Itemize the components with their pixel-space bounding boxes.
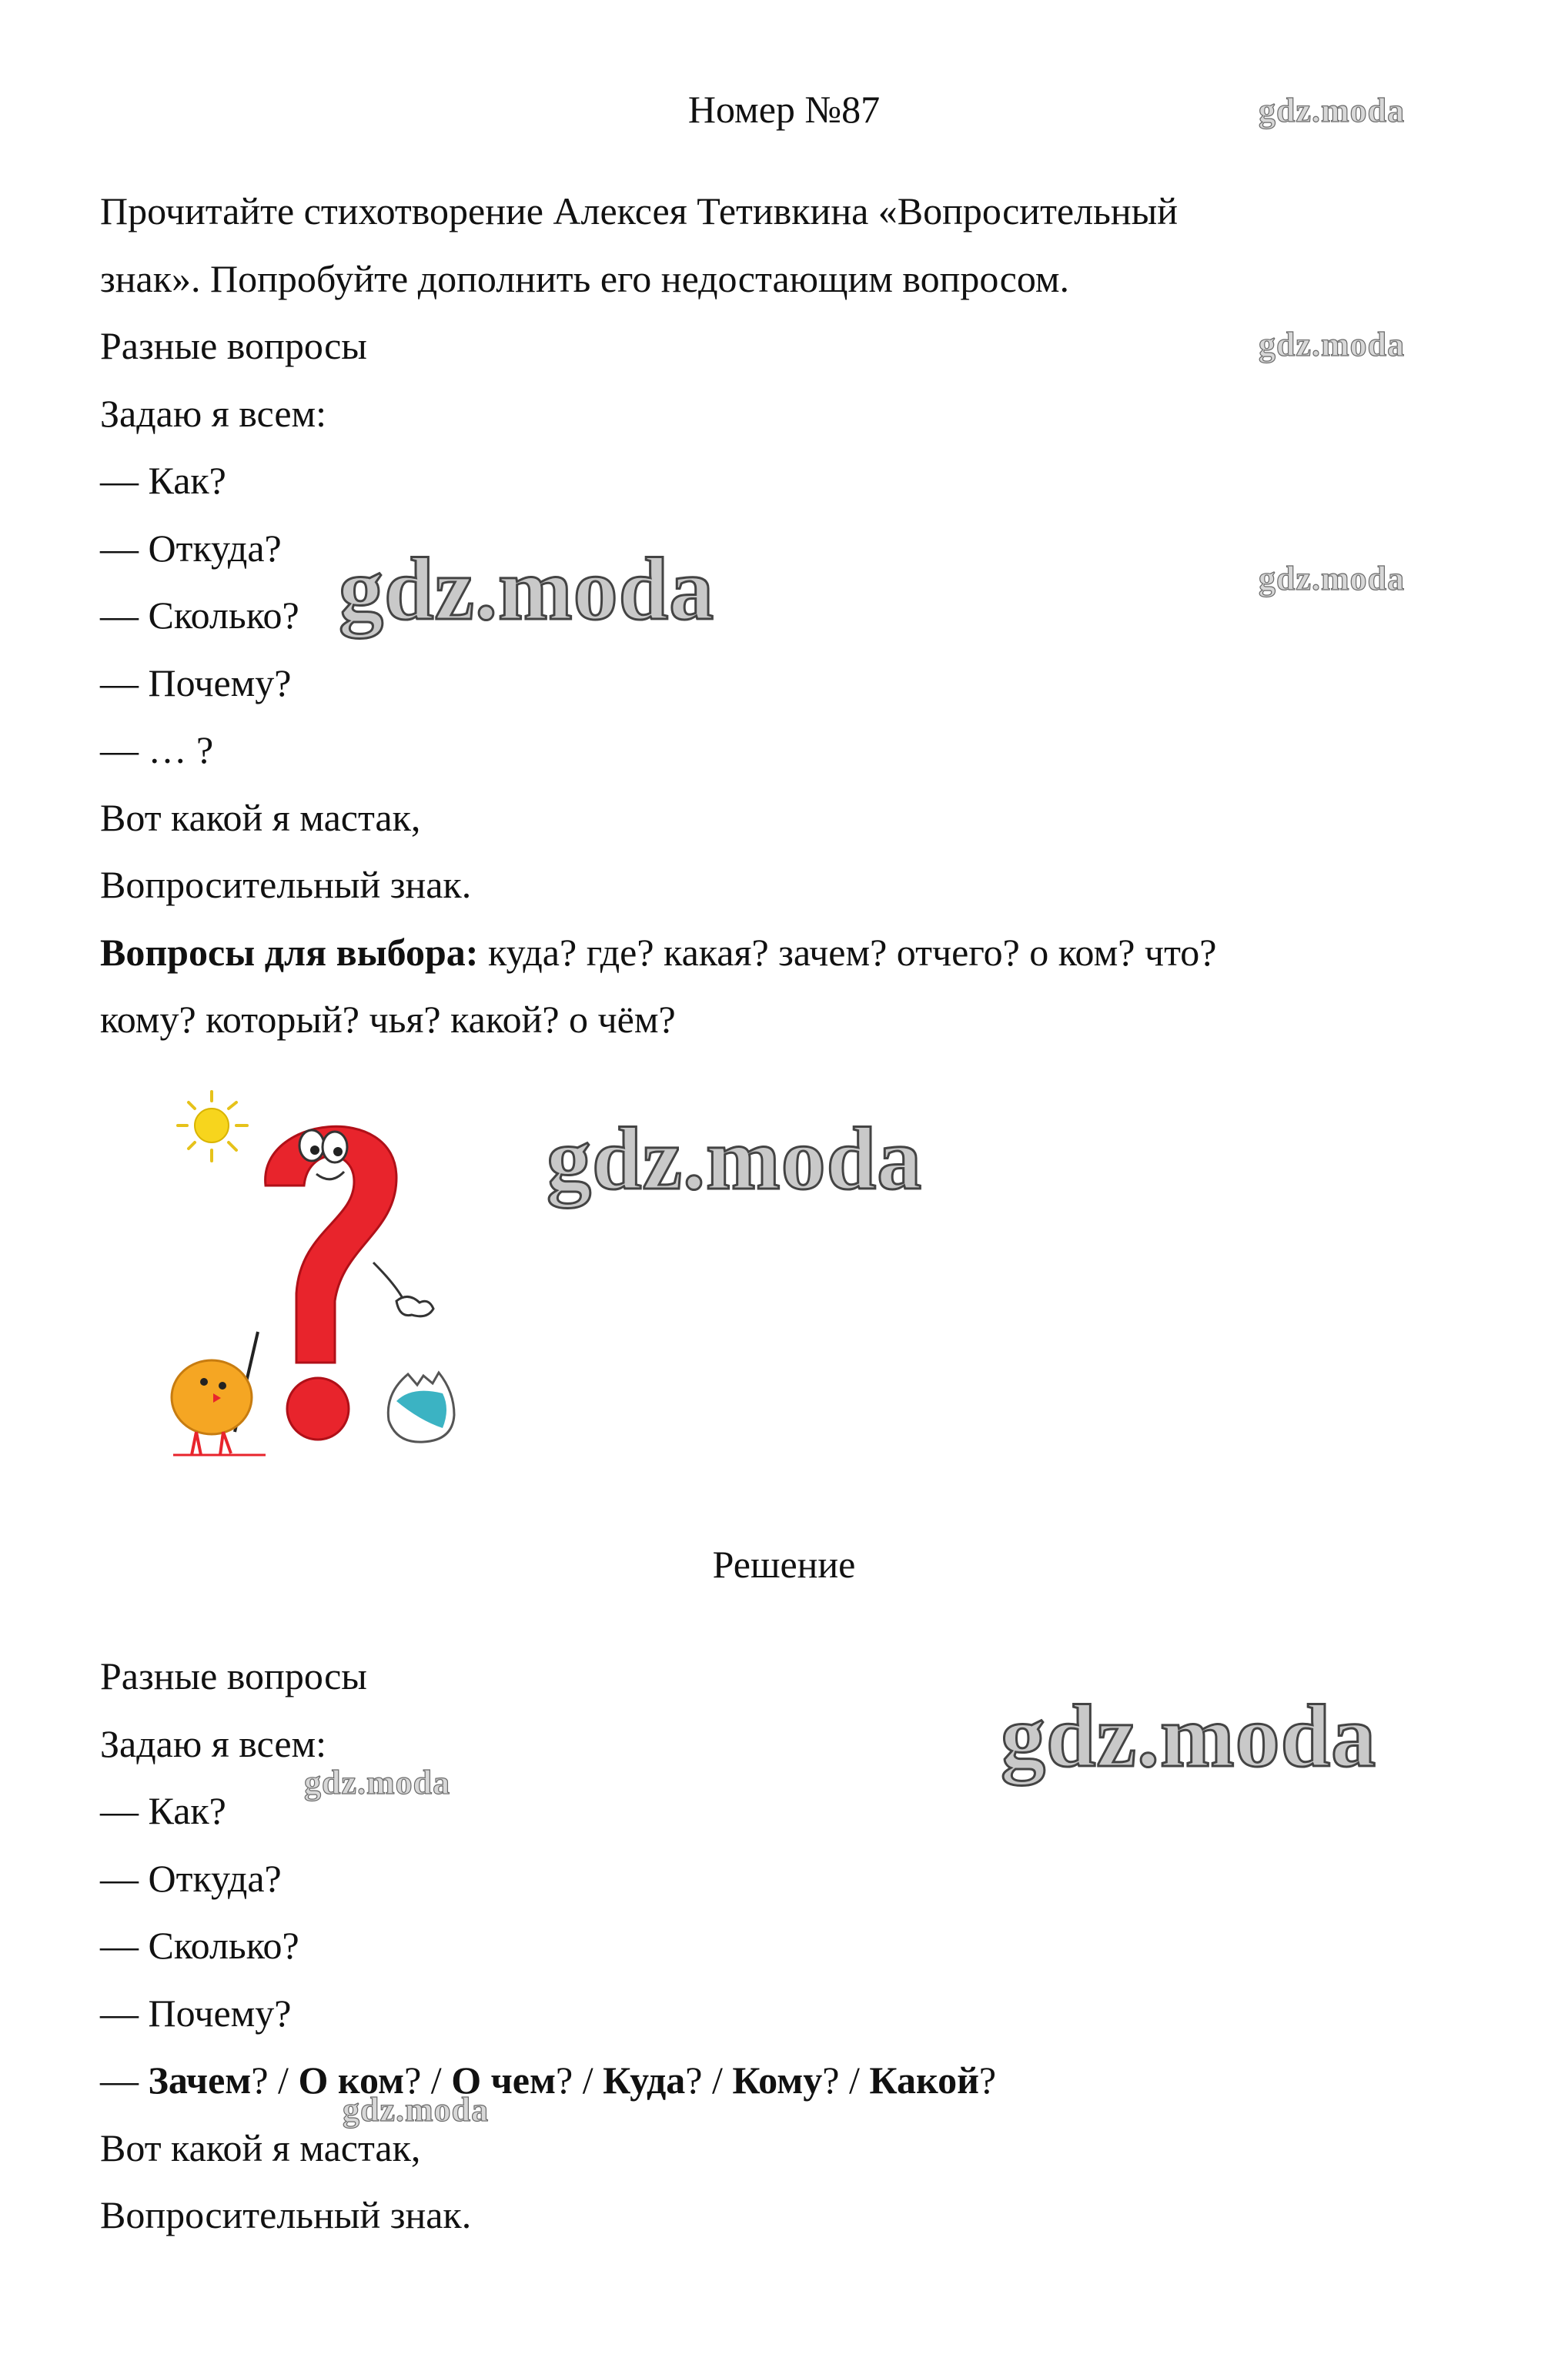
choices-label: Вопросы для выбора: <box>100 931 479 974</box>
solution-line: Вот какой я мастак, <box>100 2126 421 2169</box>
broken-egg-icon <box>388 1373 454 1442</box>
choices-line-2: кому? который? чья? какой? о чём? <box>100 998 676 1041</box>
watermark: gdz.moda <box>343 2091 490 2129</box>
poem-line: — Почему? <box>100 661 292 704</box>
task-intro-line-1: Прочитайте стихотворение Алексея Тетивкина «Вопросительный <box>100 189 1178 232</box>
watermark: gdz.moda <box>304 1764 451 1801</box>
answer-word: О чем <box>451 2059 557 2102</box>
choices-line-1 <box>100 926 1216 978</box>
sun-icon <box>178 1092 247 1161</box>
watermark: gdz.moda <box>547 1110 923 1209</box>
watermark: gdz.moda <box>339 540 715 639</box>
answer-word: Кому <box>732 2059 823 2102</box>
poem-line: Вот какой я мастак, <box>100 796 421 839</box>
choices-list: куда? где? какая? зачем? отчего? о ком? что? <box>478 931 1217 974</box>
watermark: gdz.moda <box>1001 1687 1377 1786</box>
answer-word: Куда <box>603 2059 686 2102</box>
solution-line: — Почему? <box>100 1992 292 2035</box>
poem-line: — … ? <box>100 728 214 771</box>
poem-line: — Откуда? <box>100 527 282 570</box>
solution-line: Задаю я всем: <box>100 1722 327 1765</box>
poem-line: — Сколько? <box>100 594 299 637</box>
poem-line: Вопросительный знак. <box>100 863 472 906</box>
answer-word: О ком <box>298 2059 405 2102</box>
solution-line: — Как? <box>100 1789 226 1832</box>
poem-line: Задаю я всем: <box>100 392 327 435</box>
solution-answer-line: — Зачем? / О ком? / О чем? / Куда? / Кому? / Какой? <box>100 2059 997 2102</box>
answer-word: Зачем <box>148 2059 252 2102</box>
page-title: Номер №87 <box>687 88 881 131</box>
question-mark-illustration <box>142 1070 504 1470</box>
poem-line: Разные вопросы <box>100 324 367 367</box>
poem-line: — Как? <box>100 459 226 502</box>
task-intro-line-2: знак». Попробуйте дополнить его недостающим вопросом. <box>100 257 1070 300</box>
solution-line: Разные вопросы <box>100 1654 367 1697</box>
chick-icon <box>172 1332 266 1455</box>
solution-line: — Сколько? <box>100 1924 299 1967</box>
watermark: gdz.moda <box>1259 92 1406 129</box>
answer-word: Какой <box>869 2059 979 2102</box>
solution-heading: Решение <box>712 1543 856 1586</box>
watermark: gdz.moda <box>1259 560 1406 597</box>
solution-line: Вопросительный знак. <box>100 2193 472 2236</box>
solution-line: — Откуда? <box>100 1857 282 1900</box>
watermark: gdz.moda <box>1259 326 1406 363</box>
